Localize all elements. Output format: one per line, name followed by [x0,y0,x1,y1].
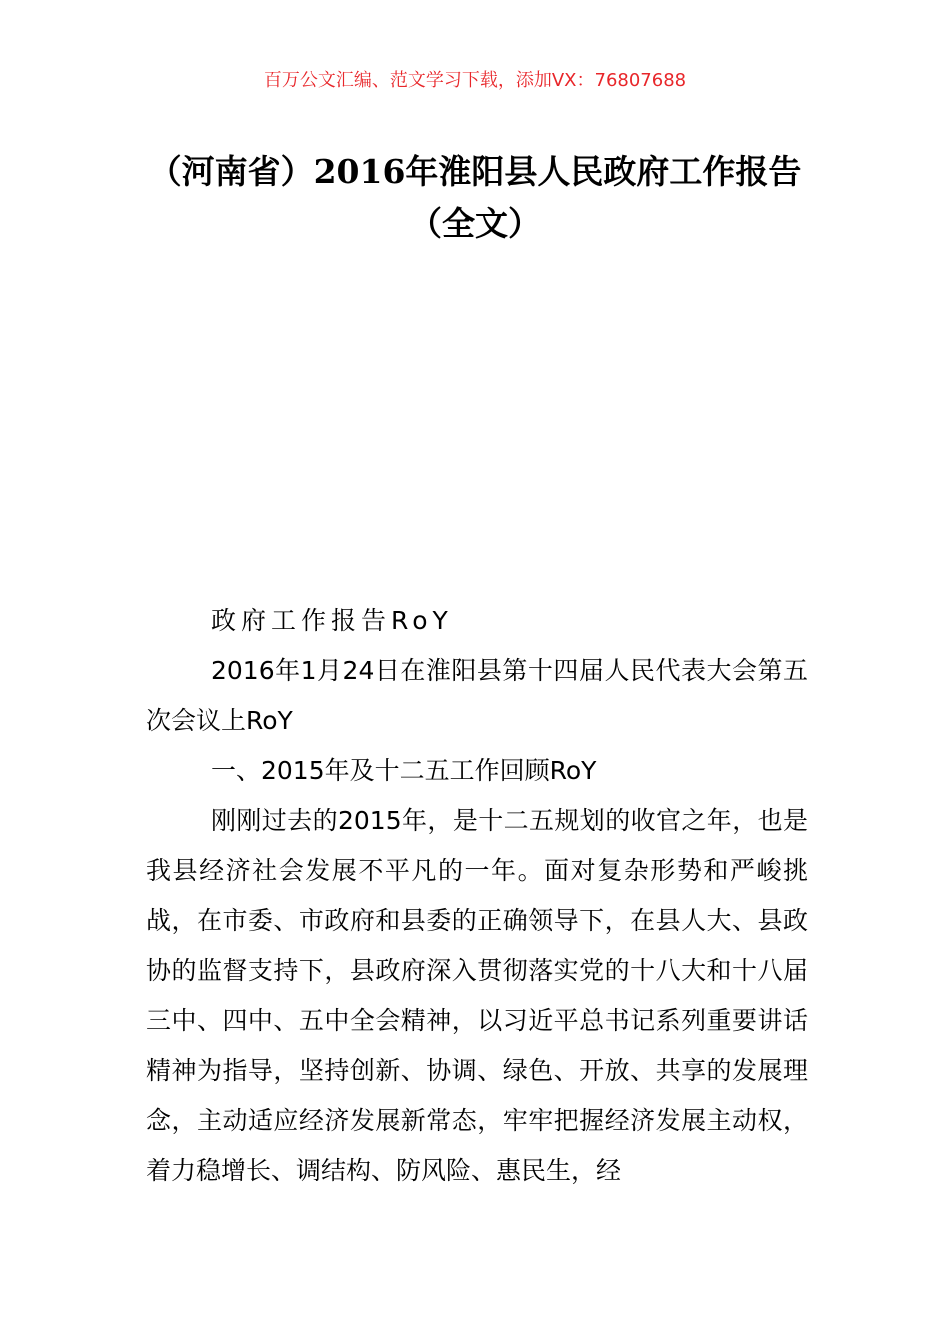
paragraph-section-heading: 一、2015年及十二五工作回顾RoY [211,756,597,785]
paragraph-review-body: 刚刚过去的2015年，是十二五规划的收官之年，也是我县经济社会发展不平凡的一年。面对复杂形势和严峻挑战，在市委、市政府和县委的正确领导下，在县人大、县政协的监督支持下，县政府深入贯彻落实党的十八大和十八届三中、四中、五中全会精神，以习近平总书记系列重要讲话精神为指导，坚持创新、协调、绿色、开放、共享的发展理念，主动适应经济发展新常态，牢牢把握经济发展主动权，着力稳增长、调结构、防风险、惠民生，经 [146,806,808,1185]
paragraph-meeting-date: 2016年1月24日在淮阳县第十四届人民代表大会第五次会议上RoY [146,656,808,735]
header-watermark-text: 百万公文汇编、范文学习下载，添加VX：76807688 [263,70,687,91]
paragraph-report-heading: 政府工作报告RoY [211,606,453,635]
document-body [146,596,808,1196]
document-title: （河南省）2016年淮阳县人民政府工作报告（全文） [148,152,802,243]
